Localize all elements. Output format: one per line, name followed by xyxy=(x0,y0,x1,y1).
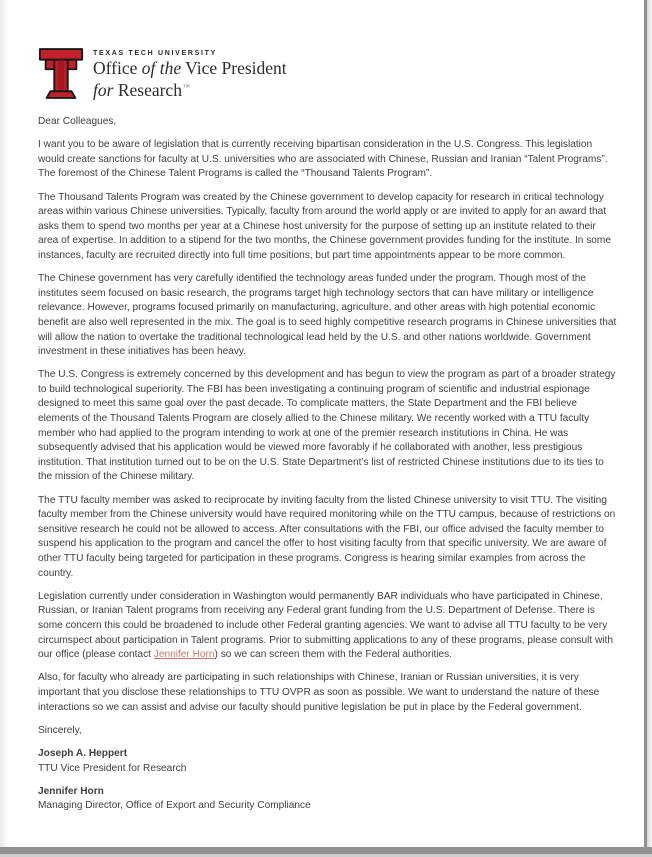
signature-block xyxy=(38,747,617,776)
scan-right-edge-shadow xyxy=(647,0,652,857)
university-name: TEXAS TECH UNIVERSITY xyxy=(93,50,217,57)
office-title2-post: Research xyxy=(113,79,182,100)
letter-paragraph-with-link xyxy=(38,590,617,663)
office-title-post: Vice President xyxy=(181,58,287,78)
letter-content xyxy=(38,46,617,822)
letterhead-text xyxy=(93,46,287,99)
signer-name: Jennifer Horn xyxy=(38,785,104,797)
letter-paragraph: I want you to be aware of legislation that is currently receiving bipartisan consideration in the U.S. Congress. This legislation would create sanctions for faculty at U.S. universities who are associated with Chinese, Russian and Iranian “Talent Programs”. The foremost of the Chinese Talent Programs is called the “Thousand Talents Program”. xyxy=(38,139,608,180)
office-title-pre: Office xyxy=(93,58,142,78)
signer-title: Managing Director, Office of Export and Security Compliance xyxy=(38,800,311,812)
signer-title: TTU Vice President for Research xyxy=(38,762,187,774)
paragraph-text-after-link: ) so we can screen them with the Federal authorities. xyxy=(214,649,453,661)
letter-paragraph: The U.S. Congress is extremely concerned by this development and has begun to view the program as part of a broader strategy to build technological superiority. The FBI has been investigating a continuing program of scientific and industrial espionage designed to meet this same goal over the past decade. To complicate matters, the State Department and the FBI believe elements of the Thousand Talents Program are closely allied to the Chinese military. We recently worked with a TTU faculty member who had applied to the program intending to work at one of the premier research institutions in China. He was subsequently advised that his application would be viewed more favorably if he collaborated with another, less prestigious institution. That institution turned out to be on the U.S. State Department’s list of restricted Chinese institutions due to its ties to the mission of the Chinese military. xyxy=(38,369,616,483)
letter-paragraph: The Chinese government has very carefully identified the technology areas funded under the program. Though most of the institutes seem focused on basic research, the programs target high technology sectors that can have military or intelligence relevance. However, programs focused primarily on manufacturing, agriculture, and other areas with high potential economic benefit are also well represented in the mix. The goal is to seed highly competitive research programs in Chinese universities that will allow the nation to overtake the traditional technological lead held by the U.S. and other nations worldwide. Government investment in these initiatives has been heavy. xyxy=(38,273,617,358)
salutation: Dear Colleagues, xyxy=(38,116,117,127)
signature-block xyxy=(38,785,617,814)
texas-tech-double-t-logo xyxy=(38,46,84,102)
scan-bottom-edge xyxy=(0,847,652,854)
scan-left-edge xyxy=(0,0,9,847)
office-title2-italic: for xyxy=(93,79,114,100)
office-title-line1 xyxy=(93,59,287,78)
letter-body xyxy=(38,115,617,814)
letter-paragraph: The TTU faculty member was asked to reciprocate by inviting faculty from the listed Chinese university to visit TTU. The visiting faculty member from the Chinese university would have required monitoring while on the TTU campus, because of restrictions on sensitive research he could not be allowed to access. After consultations with the FBI, our office advised the faculty member to suspend his application to the program and cancel the offer to host visiting faculty from that specific university. We are aware of other TTU faculty being targeted for participation in these programs. Congress is hearing similar examples from across the country. xyxy=(38,494,616,579)
paragraph-text-before-link: Legislation currently under consideration in Washington would permanently BAR individuals who have participated in Chinese, Russian, or Iranian Talent programs from receiving any Federal grant funding from the U.S. Department of Defense. There is some concern this could be broadened to include other Federal granting agencies. We want to advise all TTU faculty to be very circumspect about participation in Talent programs. Prior to submitting applications to any of these programs, please consult with our office (please contact xyxy=(38,590,613,661)
office-title-italic: of the xyxy=(141,58,182,78)
closing: Sincerely, xyxy=(38,724,82,736)
office-title-line2 xyxy=(93,78,287,99)
letterhead xyxy=(38,46,617,102)
jennifer-horn-link[interactable]: Jennifer Horn xyxy=(153,649,215,661)
signer-name: Joseph A. Heppert xyxy=(38,747,128,759)
letter-paragraph: The Thousand Talents Program was created by the Chinese government to develop capacity for research in critical technology areas within various Chinese universities. Typically, faculty from around the world apply or are invited to apply for an award that asks them to spend two months per year at a Chinese host university for the purpose of setting up an institute related to their area of expertise. In addition to a stipend for the two months, the Chinese government provides funding for the institute. In some instances, faculty are recruited directly into full time positions, but part time appointments appear to be more common. xyxy=(38,191,611,261)
letter-paragraph: Also, for faculty who already are participating in such relationships with Chinese, Iranian or Russian universities, it is very important that you disclose these relationships to TTU OVPR as soon as possible. We want to understand the nature of these interactions so we can assist and advise our faculty should punitive legislation be put in place by the Federal government. xyxy=(38,672,600,713)
trademark-symbol: ™ xyxy=(182,82,190,91)
